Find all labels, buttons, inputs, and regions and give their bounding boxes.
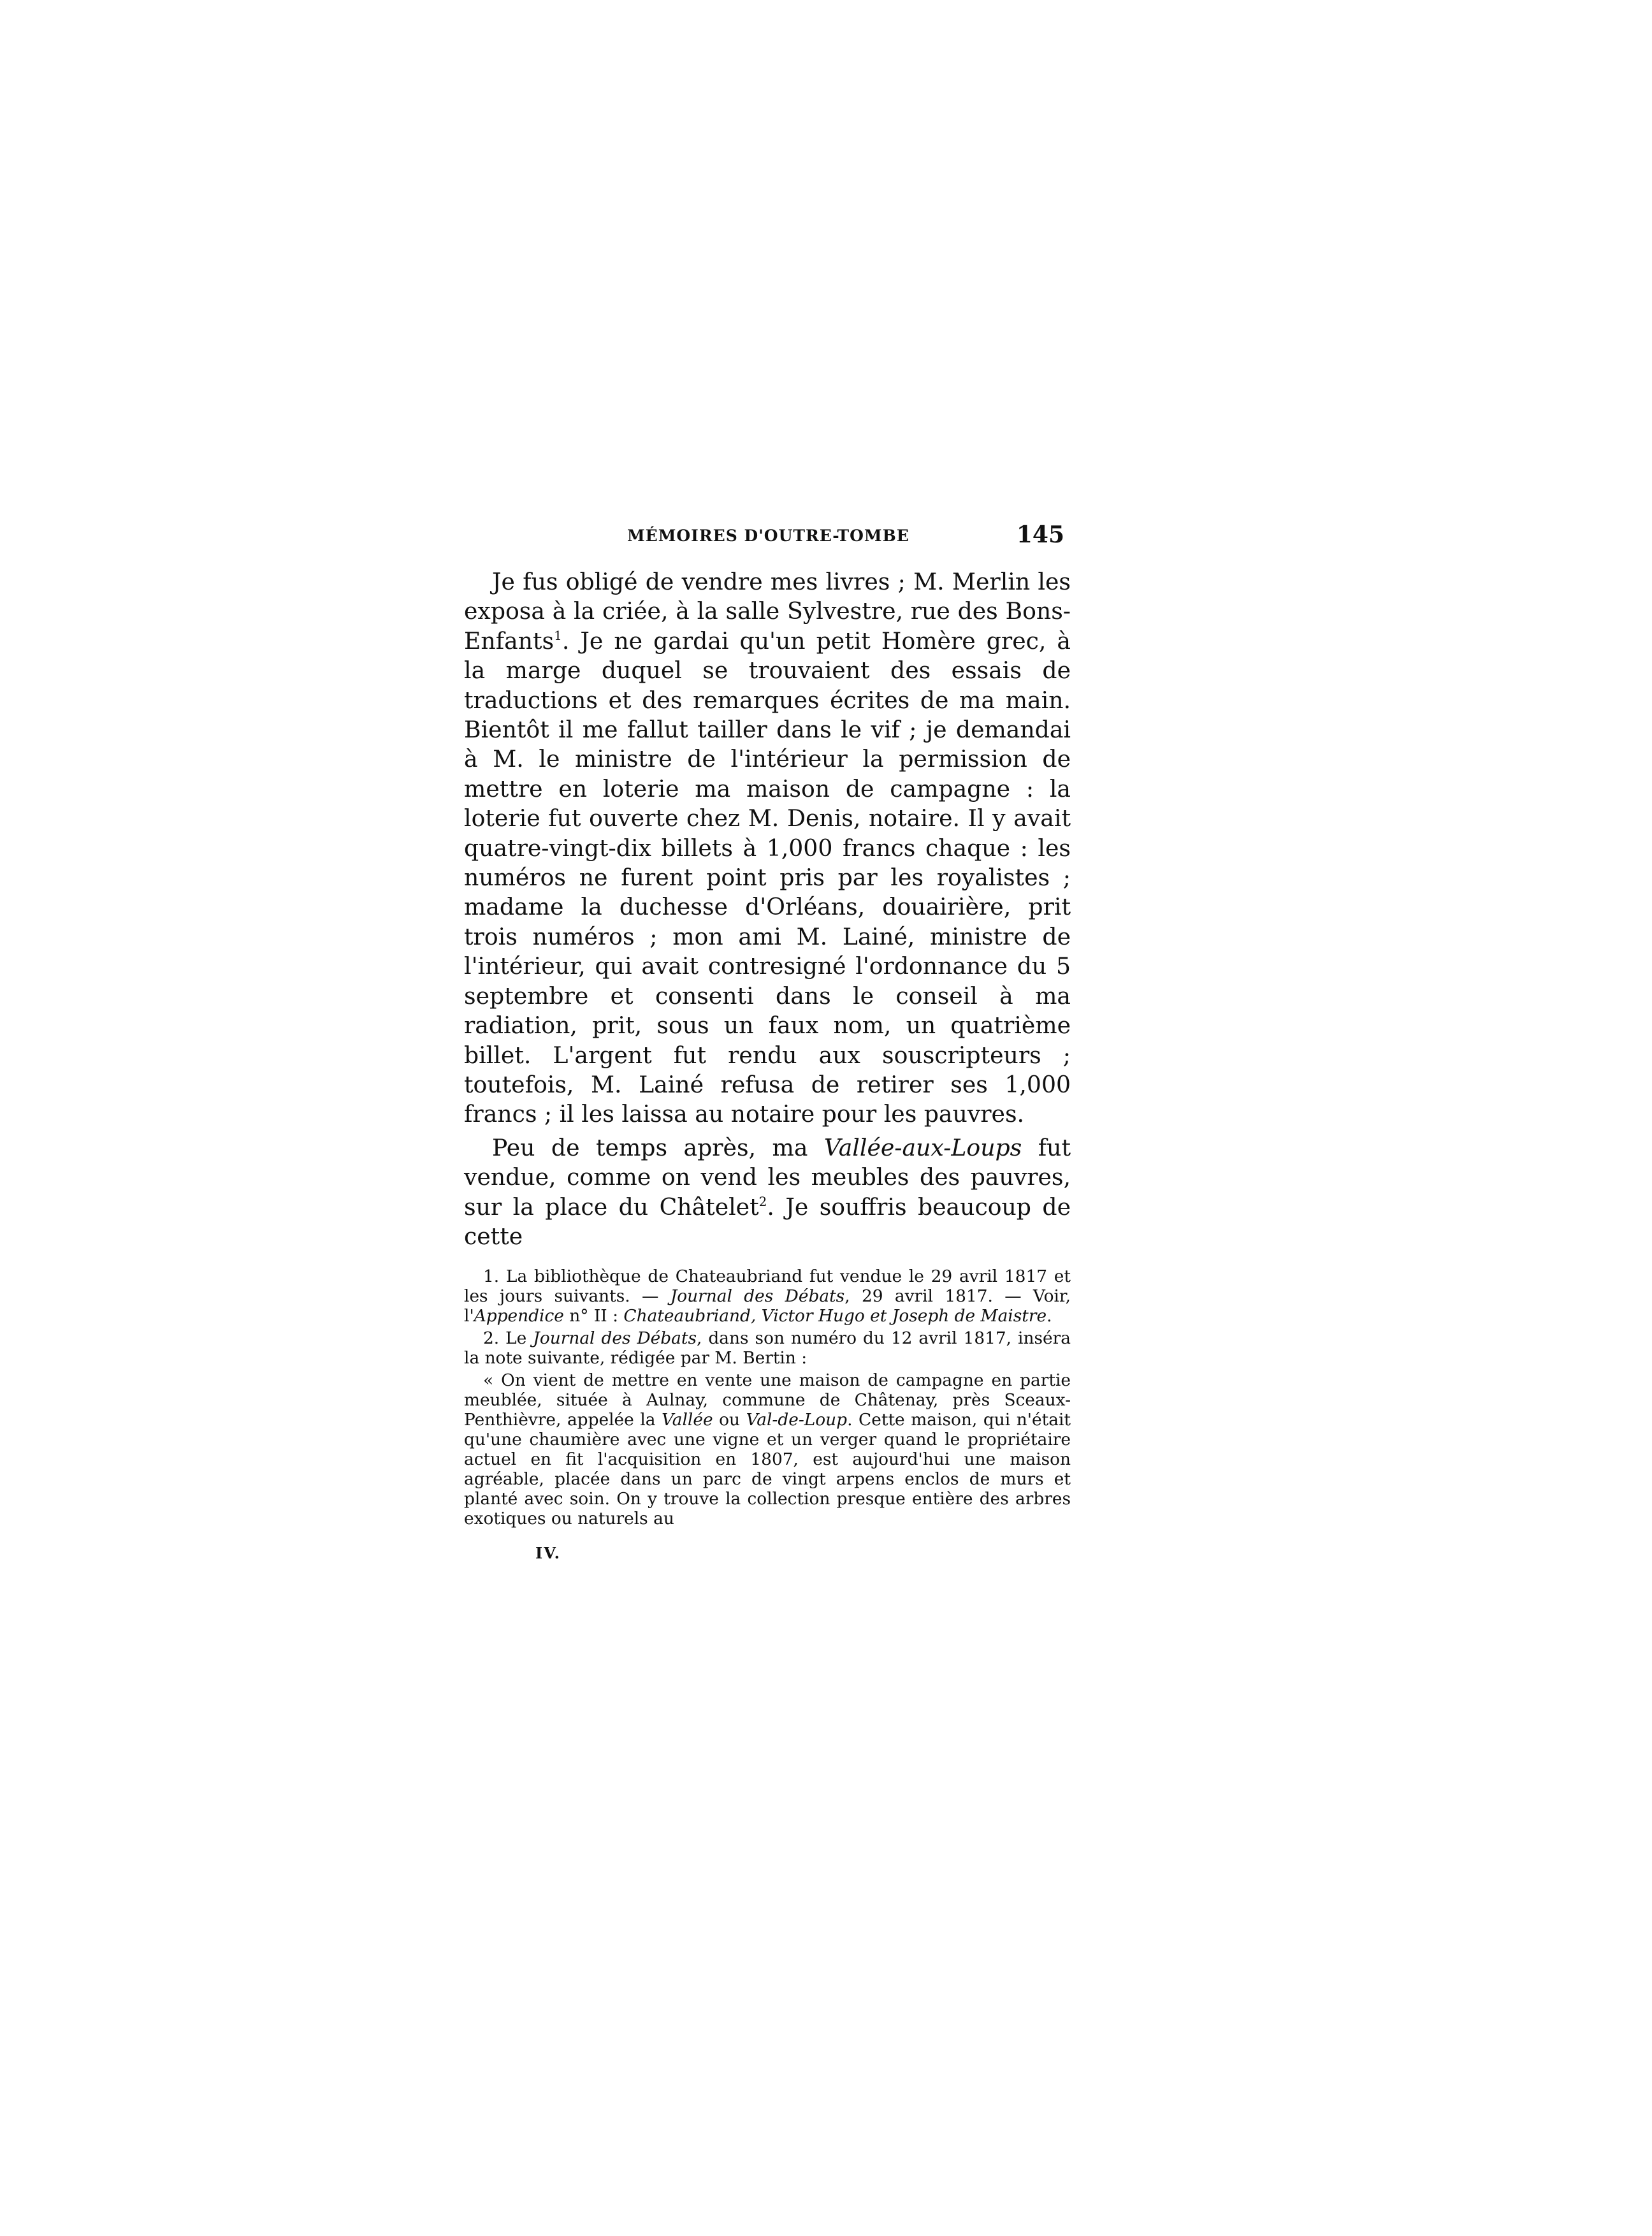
running-header — [464, 521, 1071, 555]
text-run: Peu de temps après, ma — [492, 1133, 824, 1161]
footnote-ref: 1 — [554, 627, 562, 643]
italic-run: Vallée — [662, 1410, 713, 1430]
main-text — [464, 567, 1071, 1251]
text-run: 1. La bibliothèque de Chateaubriand fut vendue le 29 avril 1817 et les jours suivants. — — [464, 1267, 1071, 1307]
footnote — [464, 1370, 1071, 1528]
footnote-ref: 2 — [758, 1193, 767, 1209]
text-run: . Cette maison, qui n'était qu'une chaumière avec une vigne et un verger quand le propriétaire actuel en fit l'acquisition en 1807, est aujourd'hui une maison agréable, placée dans un parc de vingt arpens enclos de murs et planté avec soin. On y trouve la collection presque entière des arbres exotiques ou naturels au — [464, 1410, 1071, 1529]
italic-run: Journal des Débats — [533, 1328, 697, 1349]
text-run: « On vient de mettre en vente une maison de campagne en partie meublée, située à Aulnay, commune de Châtenay, près Sceaux-Penthièvre, appelée la — [464, 1370, 1071, 1430]
signature-mark: IV. — [535, 1544, 562, 1563]
page-number: 145 — [1016, 521, 1064, 548]
italic-run: Appendice — [474, 1306, 564, 1326]
text-run: , 29 avril 1817. — Voir, l' — [464, 1286, 1071, 1326]
text-run: 2. Le — [483, 1328, 533, 1349]
italic-title: Vallée-aux-Loups — [823, 1133, 1022, 1161]
paragraph — [464, 1133, 1071, 1252]
italic-run: Val-de-Loup — [746, 1410, 848, 1430]
text-run: Je fus obligé de vendre mes livres ; M. Merlin les exposa à la criée, à la salle Sylvestre, rue des Bons-Enfants — [464, 568, 1071, 655]
text-run: ou — [713, 1410, 746, 1430]
italic-run: Journal des Débats — [670, 1286, 845, 1307]
paragraph — [464, 567, 1071, 1129]
text-run: . Je souffris beaucoup de cette — [464, 1193, 1071, 1250]
page — [464, 521, 1071, 1562]
footnotes — [464, 1267, 1071, 1528]
footnote — [464, 1328, 1071, 1368]
running-title: MÉMOIRES D'OUTRE-TOMBE — [627, 526, 909, 545]
text-run: . Je ne gardai qu'un petit Homère grec, à la marge duquel se trouvaient des essais de traductions et des remarques écrites de ma main. Bientôt il me fallut tailler dans le vif ; je demandai à M. le ministre de l'intérieur la permission de mettre en loterie ma maison de campagne : la loterie fut ouverte chez M. Denis, notaire. Il y avait quatre-vingt-dix billets à 1,000 francs chaque : les numéros ne furent point pris par les royalistes ; madame la duchesse d'Orléans, douairière, prit trois numéros ; mon ami M. Lainé, ministre de l'intérieur, qui avait contresigné l'ordonnance du 5 septembre et consenti dans le conseil à ma radiation, prit, sous un faux nom, un quatrième billet. L'argent fut rendu aux souscripteurs ; toutefois, M. Lainé refusa de retirer ses 1,000 francs ; il les laissa au notaire pour les pauvres. — [464, 627, 1071, 1128]
footnote — [464, 1267, 1071, 1326]
text-run: , dans son numéro du 12 avril 1817, inséra la note suivante, rédigée par M. Bertin : — [464, 1328, 1071, 1368]
text-run: fut vendue, comme on vend les meubles des pauvres, sur la place du Châtelet — [464, 1133, 1071, 1221]
italic-run: Chateaubriand, Victor Hugo et Joseph de Maistre — [623, 1306, 1047, 1326]
text-run: . — [1047, 1306, 1052, 1326]
text-run: n° II : — [563, 1306, 624, 1326]
